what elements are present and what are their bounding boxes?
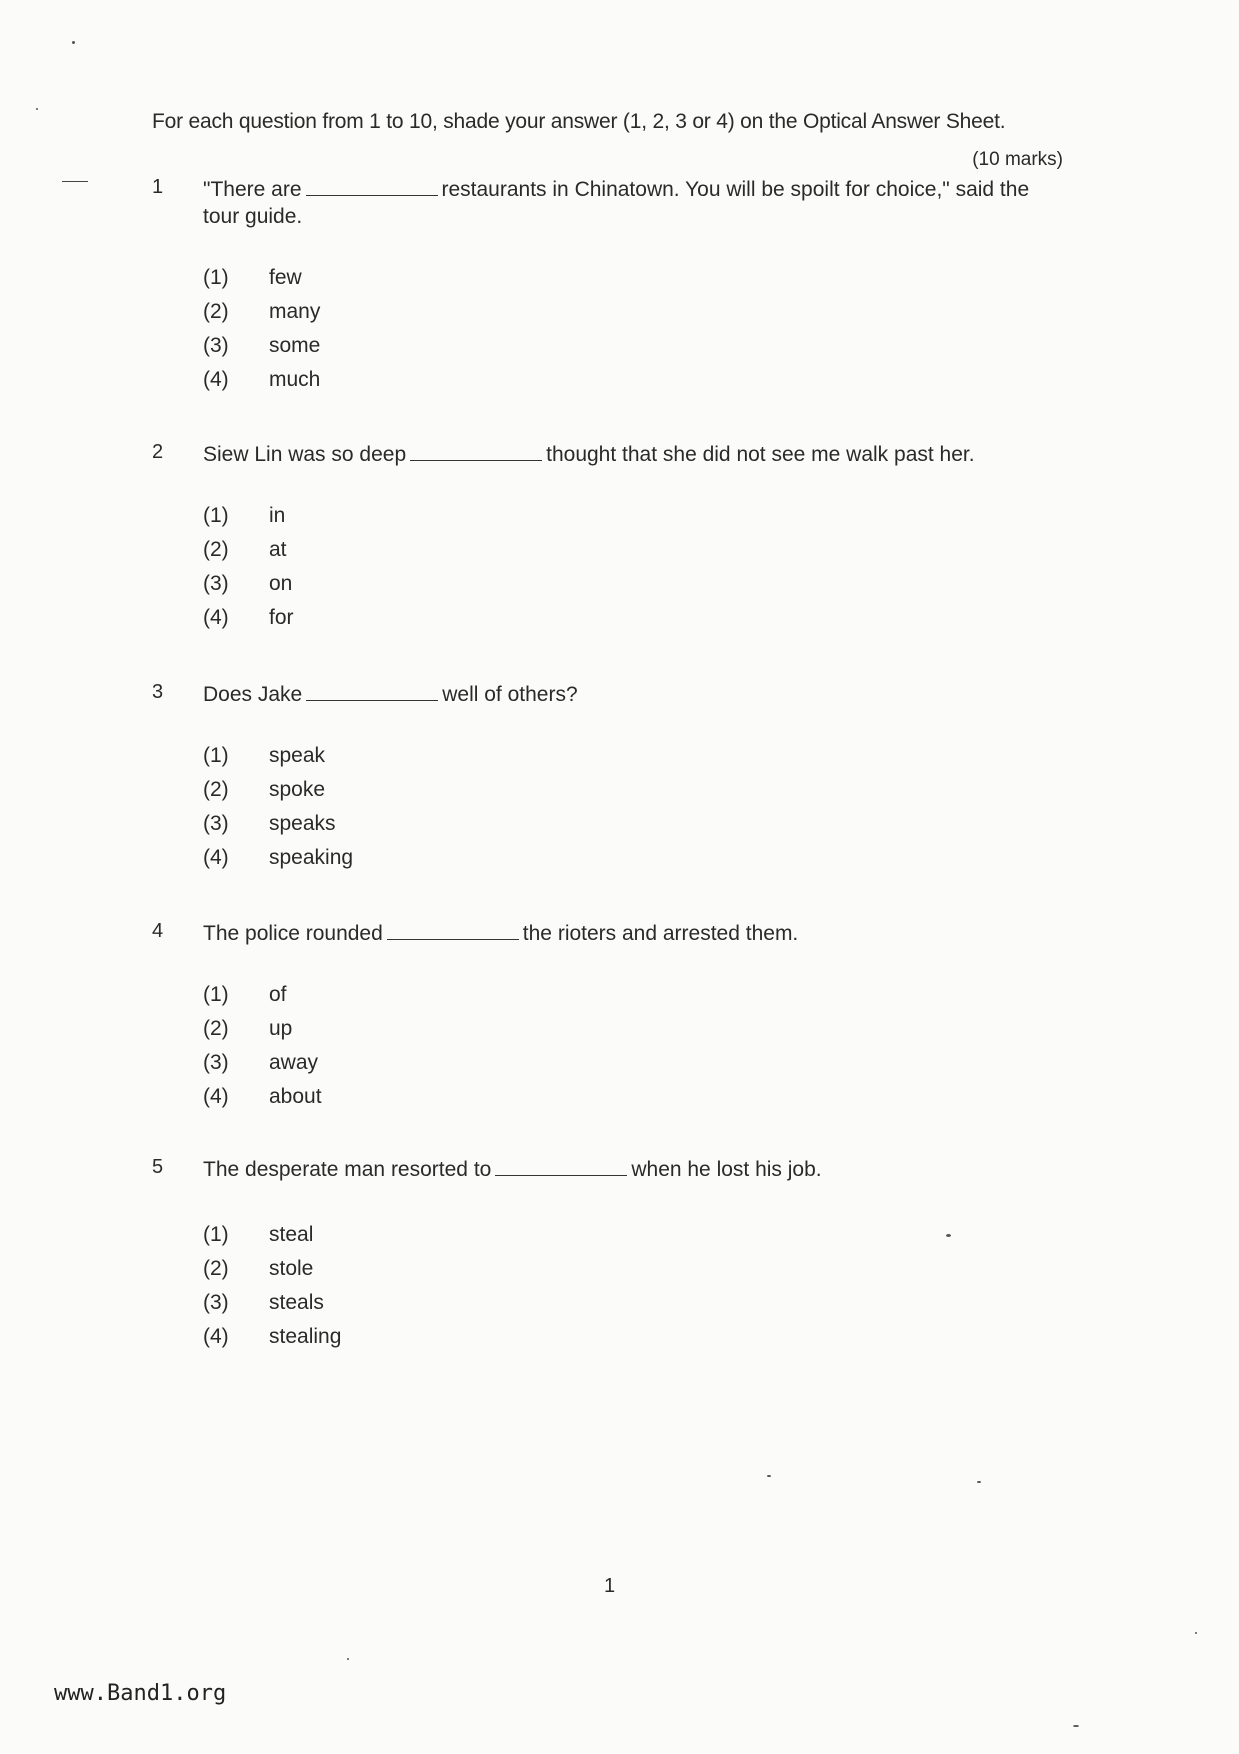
page-number: 1 [604,1575,616,1597]
option-text: of [269,983,287,1006]
answer-blank [495,1161,627,1176]
question-number: 1 [152,176,164,198]
option-number: (2) [203,538,229,561]
option-3 [203,807,353,841]
option-3 [203,329,320,363]
question-text-before: The police rounded [203,922,383,945]
scan-speck [977,1481,981,1483]
question-text [203,441,1053,468]
option-text: for [269,606,294,629]
option-text: about [269,1085,322,1108]
options-list [203,978,322,1114]
question-number: 3 [152,681,164,703]
scan-speck [36,108,38,110]
question-number: 5 [152,1156,164,1178]
option-number: (1) [203,983,229,1006]
option-3 [203,1046,322,1080]
marks-label: (10 marks) [972,149,1063,170]
question-text-after: well of others? [442,683,578,706]
question-text-before: Siew Lin was so deep [203,443,407,466]
option-text: steal [269,1223,314,1246]
answer-blank [306,686,438,701]
question-text [203,176,1053,230]
option-4 [203,363,320,397]
option-2 [203,1012,322,1046]
scan-speck [767,1475,771,1477]
options-list [203,1218,341,1354]
option-number: (2) [203,300,229,323]
option-text: in [269,504,286,527]
option-number: (4) [203,1325,229,1348]
option-number: (2) [203,778,229,801]
option-text: speaking [269,846,354,869]
footer-url: www.Band1.org [54,1681,227,1706]
margin-dash [62,181,88,182]
option-number: (3) [203,1291,229,1314]
scan-speck [1073,1725,1079,1727]
option-text: steals [269,1291,324,1314]
option-text: many [269,300,321,323]
question-text-before: Does Jake [203,683,303,706]
option-number: (1) [203,266,229,289]
option-number: (4) [203,368,229,391]
options-list [203,739,353,875]
option-number: (1) [203,744,229,767]
question-text-before: The desperate man resorted to [203,1158,492,1181]
question-text [203,681,1053,708]
option-4 [203,1320,341,1354]
option-1 [203,978,322,1012]
question-text [203,920,1053,947]
option-number: (3) [203,572,229,595]
option-2 [203,1252,341,1286]
option-text: much [269,368,321,391]
option-number: (1) [203,1223,229,1246]
question-text-before: "There are [203,178,302,201]
option-1 [203,739,353,773]
option-text: few [269,266,302,289]
instruction-text: For each question from 1 to 10, shade your answer (1, 2, 3 or 4) on the Optical Answer Sheet. [152,110,1006,133]
question-text-after: when he lost his job. [631,1158,822,1181]
option-text: up [269,1017,293,1040]
option-4 [203,841,353,875]
option-text: speaks [269,812,336,835]
option-text: stealing [269,1325,342,1348]
option-4 [203,601,294,635]
scan-speck [72,41,75,44]
option-text: on [269,572,293,595]
option-number: (2) [203,1017,229,1040]
option-number: (1) [203,504,229,527]
question-number: 2 [152,441,164,463]
option-1 [203,261,320,295]
options-list [203,499,294,635]
option-2 [203,533,294,567]
option-4 [203,1080,322,1114]
options-list [203,261,320,397]
option-text: some [269,334,321,357]
answer-blank [410,446,542,461]
option-number: (4) [203,606,229,629]
answer-blank [387,925,519,940]
question-text-after: thought that she did not see me walk past her. [546,443,975,466]
option-number: (4) [203,1085,229,1108]
option-number: (3) [203,1051,229,1074]
option-number: (3) [203,812,229,835]
option-text: at [269,538,287,561]
scan-speck [946,1234,951,1237]
option-text: stole [269,1257,314,1280]
option-number: (3) [203,334,229,357]
question-text-after: restaurants in Chinatown. You will be spoilt for choice," said the tour guide. [203,178,1030,228]
question-number: 4 [152,920,164,942]
option-text: spoke [269,778,326,801]
answer-blank [306,181,438,196]
scan-speck [347,1658,349,1660]
scan-speck [1195,1632,1197,1634]
question-text-after: the rioters and arrested them. [522,922,799,945]
option-1 [203,1218,341,1252]
option-1 [203,499,294,533]
option-3 [203,1286,341,1320]
option-3 [203,567,294,601]
option-2 [203,773,353,807]
option-text: away [269,1051,319,1074]
option-number: (4) [203,846,229,869]
option-2 [203,295,320,329]
option-text: speak [269,744,326,767]
question-text [203,1156,1053,1183]
option-number: (2) [203,1257,229,1280]
